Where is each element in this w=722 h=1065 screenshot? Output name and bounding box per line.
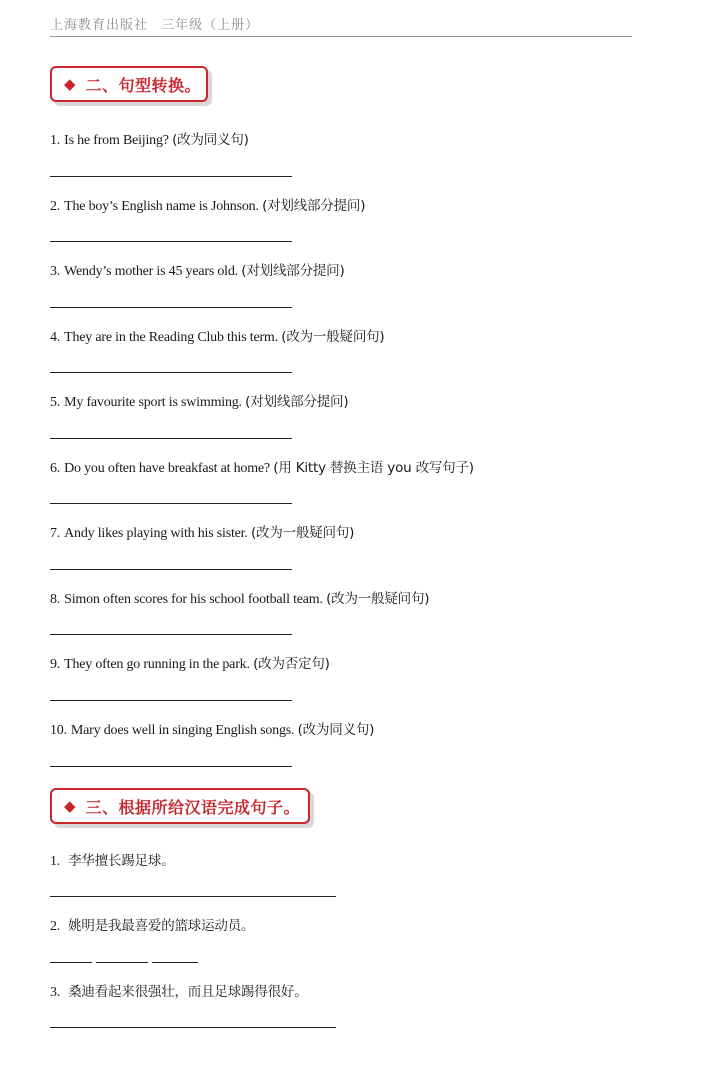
question-text: Mary does well in singing English songs. bbox=[70, 723, 295, 738]
answer-line-2[interactable] bbox=[50, 241, 292, 242]
answer-line-10[interactable] bbox=[50, 766, 292, 767]
answer-line-9[interactable] bbox=[50, 700, 292, 701]
question-number: 1. bbox=[50, 854, 61, 869]
question-number: 3. bbox=[50, 985, 61, 1000]
translation-question-2 bbox=[50, 914, 254, 935]
answer-line-4[interactable] bbox=[50, 372, 292, 373]
question-hint: (对划线部分提问) bbox=[241, 263, 345, 279]
translation-answer-blank-1[interactable] bbox=[50, 962, 92, 963]
answer-line-8[interactable] bbox=[50, 634, 292, 635]
question-text: They often go running in the park. bbox=[64, 657, 250, 672]
answer-line-6[interactable] bbox=[50, 503, 292, 504]
answer-line-7[interactable] bbox=[50, 569, 292, 570]
question-hint: (用 Kitty 替换主语 you 改写句子) bbox=[273, 460, 474, 476]
question-number: 9. bbox=[50, 657, 61, 672]
question-text: Simon often scores for his school football team. bbox=[64, 592, 323, 607]
question-10 bbox=[50, 718, 374, 739]
translation-answer-line-1[interactable] bbox=[50, 896, 336, 897]
question-hint: (改为同义句) bbox=[297, 722, 375, 738]
question-hint: (改为一般疑问句) bbox=[250, 525, 355, 541]
diamond-icon: ◆ bbox=[64, 796, 76, 815]
question-text: Andy likes playing with his sister. bbox=[64, 526, 248, 541]
question-text: Do you often have breakfast at home? bbox=[64, 461, 270, 476]
question-number: 2. bbox=[50, 919, 61, 934]
question-hint: (改为一般疑问句) bbox=[326, 591, 430, 607]
answer-line-5[interactable] bbox=[50, 438, 292, 439]
question-number: 1. bbox=[50, 133, 61, 148]
question-number: 6. bbox=[50, 461, 61, 476]
question-text: 李华擅长踢足球。 bbox=[68, 853, 175, 869]
translation-answer-blank-3[interactable] bbox=[152, 962, 198, 963]
translation-question-3 bbox=[50, 980, 308, 1001]
grade-label: 三年级（上册） bbox=[161, 18, 260, 33]
translation-answer-blank-2[interactable] bbox=[96, 962, 148, 963]
question-hint: (对划线部分提问) bbox=[262, 198, 366, 214]
question-text: Is he from Beijing? bbox=[64, 133, 169, 148]
translation-answer-line-3[interactable] bbox=[50, 1027, 336, 1028]
answer-line-1[interactable] bbox=[50, 176, 292, 177]
question-number: 4. bbox=[50, 330, 61, 345]
question-number: 10. bbox=[50, 723, 67, 738]
question-5 bbox=[50, 390, 348, 411]
question-9 bbox=[50, 652, 330, 673]
question-number: 2. bbox=[50, 199, 61, 214]
question-3 bbox=[50, 259, 345, 280]
question-hint: (改为一般疑问句) bbox=[281, 329, 385, 345]
question-hint: (改为否定句) bbox=[253, 656, 330, 672]
question-hint: (改为同义句) bbox=[172, 132, 249, 148]
question-number: 3. bbox=[50, 264, 61, 279]
translation-question-1 bbox=[50, 849, 175, 870]
diamond-icon: ◆ bbox=[64, 74, 76, 93]
question-1 bbox=[50, 128, 249, 149]
publisher-name: 上海教育出版社 bbox=[50, 18, 149, 33]
question-8 bbox=[50, 587, 429, 608]
question-text: They are in the Reading Club this term. bbox=[64, 330, 278, 345]
question-6 bbox=[50, 456, 474, 477]
section-title-text: 二、句型转换。 bbox=[85, 75, 202, 95]
question-number: 5. bbox=[50, 395, 61, 410]
answer-line-3[interactable] bbox=[50, 307, 292, 308]
question-7 bbox=[50, 521, 354, 542]
section-title-complete-sentences bbox=[50, 788, 310, 824]
question-text: Wendy’s mother is 45 years old. bbox=[64, 264, 238, 279]
question-text: 桑迪看起来很强壮，而且足球踢得很好。 bbox=[68, 984, 308, 1000]
section-title-sentence-transformation bbox=[50, 66, 208, 102]
question-number: 8. bbox=[50, 592, 61, 607]
question-4 bbox=[50, 325, 384, 346]
question-2 bbox=[50, 194, 365, 215]
section-title-text: 三、根据所给汉语完成句子。 bbox=[85, 797, 301, 817]
question-number: 7. bbox=[50, 526, 61, 541]
question-hint: (对划线部分提问) bbox=[245, 394, 349, 410]
question-text: My favourite sport is swimming. bbox=[64, 395, 242, 410]
question-text: The boy’s English name is Johnson. bbox=[64, 199, 259, 214]
question-text: 姚明是我最喜爱的篮球运动员。 bbox=[68, 918, 255, 934]
page-header bbox=[50, 14, 632, 37]
